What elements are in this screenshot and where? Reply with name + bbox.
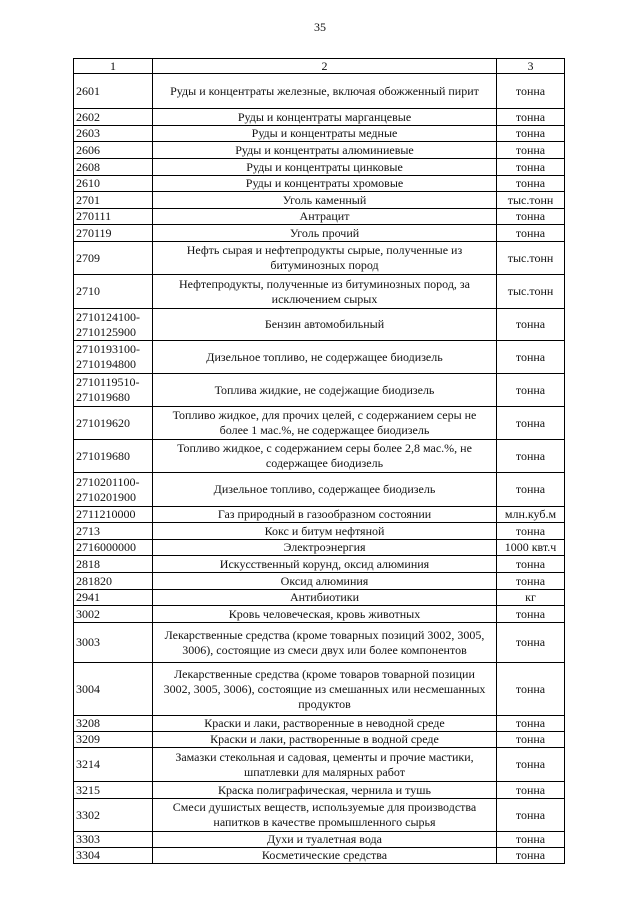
table-row	[74, 309, 565, 341]
code-cell	[74, 556, 153, 573]
name-cell-line: Замазки стекольная и садовая, цементы и прочие мастики,	[175, 749, 474, 764]
name-cell-line: Руды и концентраты железные, включая обожженный пирит	[170, 83, 479, 98]
code-cell-line: 3004	[76, 681, 100, 696]
name-cell	[153, 126, 497, 142]
unit-cell: тонна	[497, 407, 565, 440]
name-cell-line: Искусственный корунд, оксид алюминия	[219, 556, 430, 571]
table-header-row	[74, 59, 565, 74]
unit-cell: тонна	[497, 623, 565, 663]
code-cell	[74, 309, 153, 341]
header-col-1: 1	[74, 59, 153, 74]
table-row	[74, 374, 565, 407]
name-cell-line: Дизельное топливо, не содержащее биодизель	[206, 349, 443, 364]
code-cell	[74, 374, 153, 407]
goods-table	[73, 58, 565, 864]
table-row	[74, 109, 565, 126]
code-cell	[74, 848, 153, 864]
table-row	[74, 407, 565, 440]
table-row	[74, 192, 565, 209]
name-cell-line: Руды и концентраты алюминиевые	[235, 142, 414, 157]
code-cell-line: 3215	[76, 782, 100, 797]
table-row	[74, 507, 565, 523]
code-cell-line: 271019680	[76, 448, 130, 463]
code-cell-line: 3209	[76, 732, 100, 746]
code-cell	[74, 109, 153, 126]
unit-cell: тонна	[497, 573, 565, 590]
name-cell-line: Лекарственные средства (кроме товарных позиций 3002, 3005,	[164, 627, 485, 642]
code-cell-line: 270111	[76, 209, 112, 223]
name-cell-line: Руды и концентраты цинковые	[246, 159, 403, 174]
name-cell	[153, 523, 497, 540]
code-cell	[74, 573, 153, 590]
code-cell-line: 2710201900	[76, 489, 136, 504]
table-row	[74, 74, 565, 109]
code-cell-line: 2710	[76, 284, 100, 298]
table-row	[74, 623, 565, 663]
table-row	[74, 126, 565, 142]
code-cell	[74, 606, 153, 623]
code-cell	[74, 440, 153, 473]
table-row	[74, 748, 565, 782]
name-cell	[153, 309, 497, 341]
code-cell	[74, 126, 153, 142]
unit-cell: тонна	[497, 748, 565, 782]
name-cell-line: Кокс и битум нефтяной	[264, 523, 385, 538]
unit-cell: тонна	[497, 159, 565, 176]
unit-cell: тонна	[497, 716, 565, 732]
unit-cell: тыс.тонн	[497, 192, 565, 209]
unit-cell: тонна	[497, 832, 565, 848]
name-cell	[153, 556, 497, 573]
name-cell	[153, 782, 497, 799]
name-cell-line: Кровь человеческая, кровь животных	[228, 606, 421, 621]
name-cell-line: Антибиотики	[289, 590, 360, 604]
name-cell	[153, 159, 497, 176]
code-cell	[74, 74, 153, 109]
unit-cell: тонна	[497, 848, 565, 864]
code-cell	[74, 341, 153, 374]
name-cell-line: Косметические средства	[261, 848, 388, 862]
unit-cell: тонна	[497, 473, 565, 507]
table-row	[74, 440, 565, 473]
unit-cell: тонна	[497, 374, 565, 407]
table-row	[74, 732, 565, 748]
table-row	[74, 832, 565, 848]
code-cell	[74, 540, 153, 556]
table-row	[74, 663, 565, 716]
code-cell	[74, 176, 153, 192]
unit-cell: тонна	[497, 732, 565, 748]
name-cell-line: Смеси душистых веществ, используемые для производства	[172, 800, 477, 814]
code-cell	[74, 799, 153, 832]
unit-cell: тонна	[497, 523, 565, 540]
unit-cell: тонна	[497, 782, 565, 799]
header-col-2: 2	[153, 59, 497, 74]
unit-cell: тонна	[497, 799, 565, 832]
name-cell-line: Духи и туалетная вода	[267, 832, 382, 846]
table-row	[74, 782, 565, 799]
code-cell	[74, 623, 153, 663]
unit-cell: тонна	[497, 142, 565, 159]
table-row	[74, 848, 565, 864]
name-cell-line: Топлива жидкие, не содеjжащие биодизель	[214, 382, 435, 397]
name-cell	[153, 374, 497, 407]
name-cell	[153, 176, 497, 192]
name-cell	[153, 341, 497, 374]
code-cell-line: 2709	[76, 250, 100, 265]
code-cell	[74, 473, 153, 507]
name-cell	[153, 573, 497, 590]
code-cell-line: 2608	[76, 159, 100, 174]
table-row	[74, 242, 565, 275]
unit-cell: кг	[497, 590, 565, 606]
name-cell-line: Руды и концентраты марганцевые	[237, 109, 412, 124]
name-cell-line: битуминозных пород	[270, 258, 379, 272]
name-cell-line: Руды и концентраты хромовые	[245, 176, 404, 190]
table-row	[74, 540, 565, 556]
name-cell-line: Краски и лаки, растворенные в водной среде	[210, 732, 439, 746]
code-cell-line: 2713	[76, 523, 100, 538]
name-cell-line: Краска полиграфическая, чернила и тушь	[218, 782, 431, 797]
name-cell	[153, 142, 497, 159]
unit-cell: тыс.тонн	[497, 275, 565, 309]
name-cell-line: шпатлевки для малярных работ	[244, 764, 405, 779]
name-cell	[153, 832, 497, 848]
name-cell	[153, 473, 497, 507]
table-row	[74, 573, 565, 590]
unit-cell: тонна	[497, 176, 565, 192]
code-cell-line: 271019680	[76, 390, 130, 404]
table-row	[74, 209, 565, 225]
code-cell-line: 3302	[76, 807, 100, 822]
table-row	[74, 275, 565, 309]
name-cell-line: Топливо жидкое, с содержанием серы более 2,8 мас.%, не	[177, 441, 472, 455]
table-row	[74, 159, 565, 176]
table-row	[74, 176, 565, 192]
name-cell-line: Лекарственные средства (кроме товаров товарной позиции	[174, 666, 475, 681]
name-cell	[153, 225, 497, 242]
unit-cell: тонна	[497, 225, 565, 242]
name-cell-line: продуктов	[298, 696, 351, 711]
code-cell	[74, 159, 153, 176]
code-cell-line: 2601	[76, 83, 100, 98]
unit-cell: млн.куб.м	[497, 507, 565, 523]
code-cell-line: 2710201100-	[76, 474, 140, 489]
code-cell-line: 2716000000	[76, 540, 136, 554]
table-row	[74, 556, 565, 573]
code-cell-line: 2710124100-	[76, 309, 140, 324]
name-cell-line: 3006), состоящие из смеси двух или более компонентов	[182, 642, 467, 657]
name-cell	[153, 275, 497, 309]
name-cell-line: Руды и концентраты медные	[251, 126, 398, 140]
table-row	[74, 341, 565, 374]
unit-cell: тонна	[497, 109, 565, 126]
name-cell-line: напитков в качестве промышленного сырья	[213, 815, 436, 829]
name-cell	[153, 848, 497, 864]
name-cell-line: исключением сырых	[271, 291, 378, 306]
name-cell-line: Дизельное топливо, содержащее биодизель	[213, 482, 436, 496]
page-number: 35	[314, 20, 326, 34]
code-cell-line: 2710194800	[76, 357, 136, 371]
code-cell-line: 2710125900	[76, 324, 136, 339]
name-cell	[153, 732, 497, 748]
table-row	[74, 716, 565, 732]
unit-cell: тонна	[497, 606, 565, 623]
name-cell	[153, 606, 497, 623]
unit-cell: тыс.тонн	[497, 242, 565, 275]
name-cell-line: Уголь каменный	[282, 192, 367, 207]
name-cell-line: 3002, 3005, 3006), состоящие из смешанных или несмешанных	[163, 681, 486, 696]
code-cell-line: 2606	[76, 142, 100, 157]
unit-cell: тонна	[497, 309, 565, 341]
name-cell	[153, 109, 497, 126]
header-col-3: 3	[497, 59, 565, 74]
name-cell	[153, 74, 497, 109]
name-cell	[153, 590, 497, 606]
code-cell-line: 3303	[76, 832, 100, 846]
unit-cell: тонна	[497, 663, 565, 716]
name-cell-line: Газ природный в газообразном состоянии	[217, 507, 432, 521]
table-row	[74, 606, 565, 623]
code-cell	[74, 663, 153, 716]
code-cell-line: 2818	[76, 556, 100, 571]
name-cell	[153, 748, 497, 782]
code-cell	[74, 523, 153, 540]
name-cell-line: Нефтепродукты, полученные из битуминозных пород, за	[178, 276, 471, 291]
name-cell-line: Топливо жидкое, для прочих целей, с содержанием серы не	[172, 408, 477, 422]
name-cell	[153, 663, 497, 716]
name-cell	[153, 716, 497, 732]
name-cell	[153, 407, 497, 440]
table-row	[74, 225, 565, 242]
code-cell	[74, 507, 153, 523]
code-cell	[74, 209, 153, 225]
code-cell-line: 3002	[76, 606, 100, 621]
unit-cell: 1000 квт.ч	[497, 540, 565, 556]
name-cell-line: Краски и лаки, растворенные в неводной среде	[204, 716, 445, 730]
name-cell	[153, 623, 497, 663]
name-cell-line: Оксид алюминия	[280, 573, 369, 588]
code-cell-line: 3304	[76, 848, 100, 862]
table-row	[74, 799, 565, 832]
code-cell-line: 3003	[76, 635, 100, 649]
name-cell	[153, 209, 497, 225]
unit-cell: тонна	[497, 341, 565, 374]
code-cell	[74, 782, 153, 799]
code-cell-line: 3208	[76, 716, 100, 730]
unit-cell: тонна	[497, 126, 565, 142]
name-cell-line: Уголь прочий	[289, 225, 360, 240]
name-cell-line: Антрацит	[299, 209, 350, 223]
code-cell-line: 271019620	[76, 415, 130, 430]
name-cell	[153, 799, 497, 832]
table-row	[74, 523, 565, 540]
code-cell	[74, 716, 153, 732]
code-cell-line: 2710193100-	[76, 342, 140, 356]
code-cell	[74, 275, 153, 309]
code-cell	[74, 832, 153, 848]
code-cell-line: 2610	[76, 176, 100, 190]
name-cell-line: Электроэнергия	[283, 540, 366, 554]
name-cell-line: содержащее биодизель	[265, 456, 384, 470]
unit-cell: тонна	[497, 74, 565, 109]
code-cell	[74, 590, 153, 606]
code-cell	[74, 225, 153, 242]
table-row	[74, 473, 565, 507]
name-cell	[153, 192, 497, 209]
code-cell	[74, 142, 153, 159]
code-cell	[74, 407, 153, 440]
name-cell	[153, 242, 497, 275]
code-cell-line: 2941	[76, 590, 100, 604]
code-cell-line: 281820	[76, 573, 112, 588]
code-cell	[74, 192, 153, 209]
unit-cell: тонна	[497, 440, 565, 473]
code-cell	[74, 748, 153, 782]
table-row	[74, 142, 565, 159]
code-cell-line: 2701	[76, 192, 100, 207]
code-cell-line: 2711210000	[76, 507, 136, 521]
code-cell-line: 2602	[76, 109, 100, 124]
unit-cell: тонна	[497, 209, 565, 225]
name-cell-line: Бензин автомобильный	[264, 317, 385, 331]
code-cell	[74, 732, 153, 748]
table-row	[74, 590, 565, 606]
name-cell-line: Нефть сырая и нефтепродукты сырые, полученные из	[186, 243, 463, 257]
code-cell-line: 3214	[76, 757, 100, 771]
code-cell	[74, 242, 153, 275]
code-cell-line: 270119	[76, 225, 112, 240]
name-cell-line: более 1 мас.%, не содержащее биодизель	[219, 423, 430, 437]
unit-cell: тонна	[497, 556, 565, 573]
name-cell	[153, 507, 497, 523]
code-cell-line: 2603	[76, 126, 100, 140]
code-cell-line: 2710119510-	[76, 375, 140, 389]
name-cell	[153, 440, 497, 473]
name-cell	[153, 540, 497, 556]
